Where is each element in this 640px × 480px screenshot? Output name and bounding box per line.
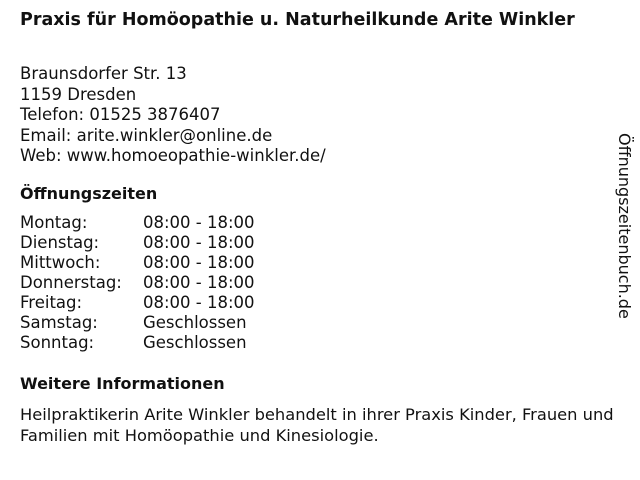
opening-hours-heading: Öffnungszeiten bbox=[20, 184, 158, 203]
hours-row-sunday bbox=[20, 333, 255, 353]
hours-row-tuesday bbox=[20, 233, 255, 253]
time-value: Geschlossen bbox=[143, 333, 247, 352]
day-label: Montag: bbox=[20, 213, 88, 232]
more-info-text: Heilpraktikerin Arite Winkler behandelt in ihrer Praxis Kinder, Frauen und Familien mit Homöopathie und Kinesiologie. bbox=[20, 405, 614, 445]
website: Web: www.homoeopathie-winkler.de/ bbox=[20, 146, 326, 165]
day-label: Dienstag: bbox=[20, 233, 100, 252]
hours-row-friday bbox=[20, 293, 255, 313]
hours-row-thursday bbox=[20, 273, 255, 293]
hours-row-saturday bbox=[20, 313, 255, 333]
phone-number: Telefon: 01525 3876407 bbox=[20, 105, 221, 124]
day-label: Mittwoch: bbox=[20, 253, 101, 272]
opening-hours-table bbox=[20, 213, 255, 353]
time-value: 08:00 - 18:00 bbox=[143, 273, 255, 292]
city: 1159 Dresden bbox=[20, 84, 137, 104]
email-address: Email: arite.winkler@online.de bbox=[20, 125, 273, 145]
hours-row-monday bbox=[20, 213, 255, 233]
time-value: Geschlossen bbox=[143, 313, 247, 332]
day-label: Sonntag: bbox=[20, 333, 95, 352]
time-value: 08:00 - 18:00 bbox=[143, 253, 255, 272]
hours-row-wednesday bbox=[20, 253, 255, 273]
day-label: Freitag: bbox=[20, 293, 83, 312]
street-address: Braunsdorfer Str. 13 bbox=[20, 64, 187, 83]
day-label: Donnerstag: bbox=[20, 273, 122, 292]
day-label: Samstag: bbox=[20, 313, 98, 332]
address-block bbox=[20, 64, 326, 167]
time-value: 08:00 - 18:00 bbox=[143, 293, 255, 312]
more-info-heading: Weitere Informationen bbox=[20, 374, 225, 393]
time-value: 08:00 - 18:00 bbox=[143, 213, 255, 232]
business-title: Praxis für Homöopathie u. Naturheilkunde Arite Winkler bbox=[20, 10, 575, 30]
time-value: 08:00 - 18:00 bbox=[143, 233, 255, 252]
watermark-label: Öffnungszeitenbuch.de bbox=[615, 133, 634, 319]
